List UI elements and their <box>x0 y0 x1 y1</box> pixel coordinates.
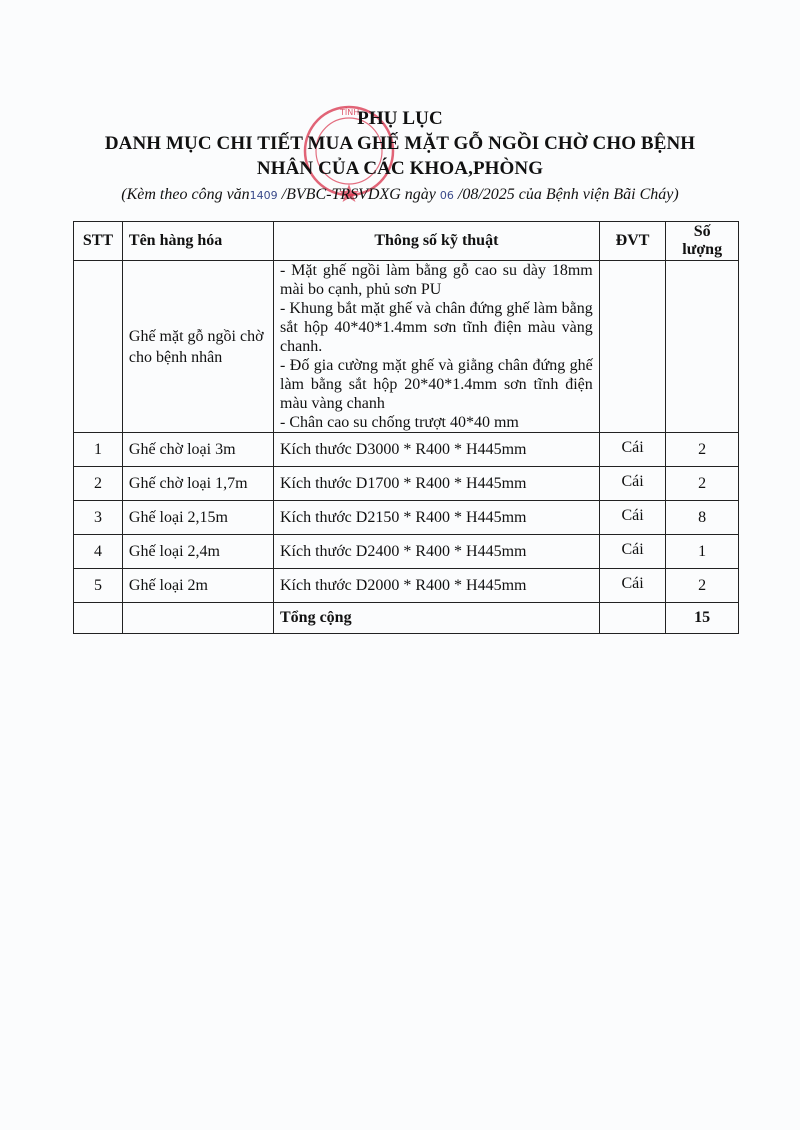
row-stt: 5 <box>74 569 123 603</box>
total-label: Tổng cộng <box>274 603 600 634</box>
total-stt-cell <box>74 603 123 634</box>
spec-line: - Chân cao su chống trượt 40*40 mm <box>280 414 519 431</box>
seal-text: TỈNH <box>340 108 360 117</box>
row-name: Ghế chờ loại 3m <box>122 433 273 467</box>
header-unit: ĐVT <box>599 222 666 261</box>
row-qty: 8 <box>666 501 739 535</box>
row-spec: Kích thước D1700 * R400 * H445mm <box>274 467 600 501</box>
row-spec: Kích thước D2150 * R400 * H445mm <box>274 501 600 535</box>
spec-line: - Khung bắt mặt ghế và chân đứng ghế làm bằng sắt hộp 40*40*1.4mm sơn tĩnh điện màu vàng chanh. <box>280 300 593 355</box>
table-header-row <box>74 222 739 261</box>
row-qty: 2 <box>666 433 739 467</box>
row-name: Ghế loại 2m <box>122 569 273 603</box>
reference-middle: /BVBC-TRSVDXG ngày <box>277 186 440 203</box>
general-unit-cell <box>599 261 666 433</box>
spec-line: - Đố gia cường mặt ghế và giằng chân đứng ghế làm bằng sắt hộp 20*40*1.4mm sơn tĩnh điện màu vàng chanh <box>280 357 593 412</box>
row-spec: Kích thước D2400 * R400 * H445mm <box>274 535 600 569</box>
row-stt: 3 <box>74 501 123 535</box>
row-spec: Kích thước D2000 * R400 * H445mm <box>274 569 600 603</box>
general-name: Ghế mặt gỗ ngồi chờ cho bệnh nhân <box>122 261 273 433</box>
header-qty-line2: lượng <box>682 241 723 258</box>
document-title-line2: NHÂN CỦA CÁC KHOA,PHÒNG <box>256 158 544 179</box>
row-qty: 2 <box>666 569 739 603</box>
reference-prefix: (Kèm theo công văn <box>121 186 250 203</box>
row-stt: 1 <box>74 433 123 467</box>
total-qty: 15 <box>666 603 739 634</box>
document-title-line1: DANH MỤC CHI TIẾT MUA GHẾ MẶT GỖ NGỒI CHỜ CHO BỆNH <box>104 133 696 154</box>
row-unit: Cái <box>599 501 666 535</box>
table-row <box>74 501 739 535</box>
row-unit: Cái <box>599 569 666 603</box>
row-unit: Cái <box>599 535 666 569</box>
reference-line <box>0 186 800 204</box>
total-row <box>74 603 739 634</box>
handwritten-day: 06 <box>439 189 454 202</box>
row-name: Ghế loại 2,15m <box>122 501 273 535</box>
header-qty <box>666 222 739 261</box>
header-spec: Thông số kỹ thuật <box>274 222 600 261</box>
total-unit-cell <box>599 603 666 634</box>
table-row <box>74 569 739 603</box>
row-stt: 2 <box>74 467 123 501</box>
handwritten-doc-number: 1409 <box>249 189 278 202</box>
row-stt: 4 <box>74 535 123 569</box>
general-spec <box>274 261 600 433</box>
general-stt-cell <box>74 261 123 433</box>
spec-line: - Mặt ghế ngồi làm bằng gỗ cao su dày 18mm mài bo cạnh, phủ sơn PU <box>280 262 593 298</box>
row-unit: Cái <box>599 467 666 501</box>
general-qty-cell <box>666 261 739 433</box>
table-row <box>74 433 739 467</box>
row-name: Ghế loại 2,4m <box>122 535 273 569</box>
table-row <box>74 535 739 569</box>
reference-suffix: /08/2025 của Bệnh viện Bãi Cháy) <box>453 186 679 203</box>
appendix-title: PHỤ LỤC <box>357 108 443 129</box>
row-spec: Kích thước D3000 * R400 * H445mm <box>274 433 600 467</box>
header-qty-line1: Số <box>693 223 711 240</box>
general-spec-row <box>74 261 739 433</box>
row-qty: 1 <box>666 535 739 569</box>
row-unit: Cái <box>599 433 666 467</box>
header-name: Tên hàng hóa <box>122 222 273 261</box>
item-table <box>73 221 739 634</box>
row-qty: 2 <box>666 467 739 501</box>
row-name: Ghế chờ loại 1,7m <box>122 467 273 501</box>
header-stt: STT <box>74 222 123 261</box>
table-row <box>74 467 739 501</box>
total-name-cell <box>122 603 273 634</box>
